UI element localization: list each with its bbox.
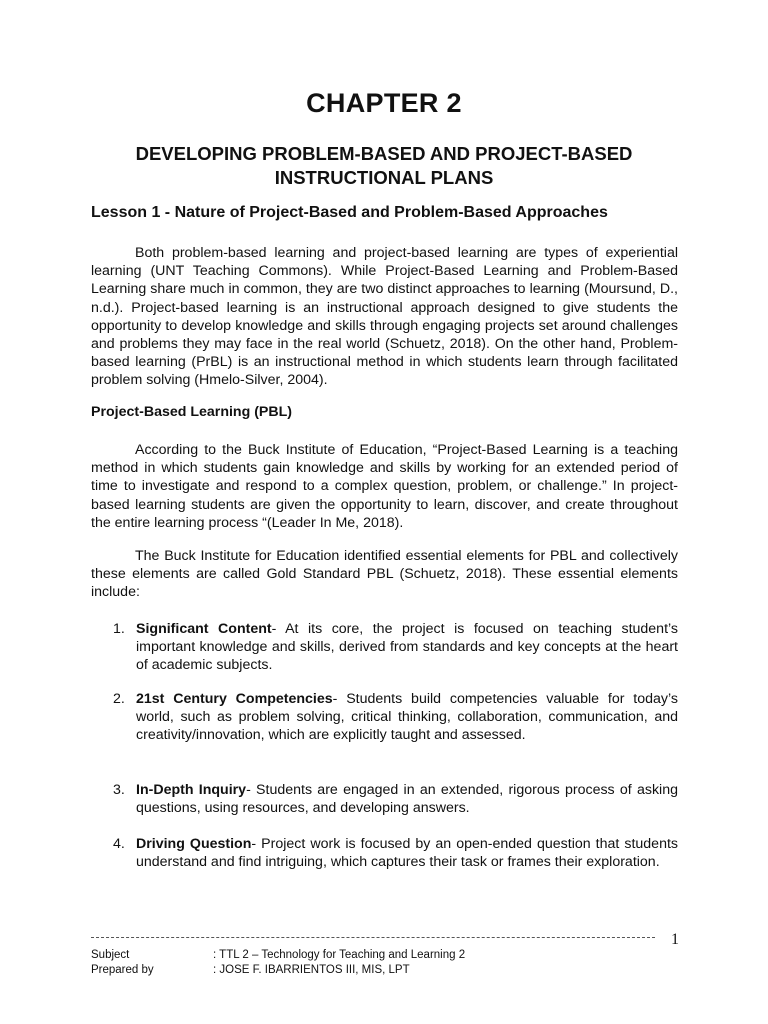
chapter-title-line-1: DEVELOPING PROBLEM-BASED AND PROJECT-BASED: [135, 143, 633, 164]
footer-subject-label: Subject: [91, 949, 130, 961]
list-term: Significant Content: [136, 621, 272, 637]
pbl-heading: Project-Based Learning (PBL): [91, 404, 293, 420]
page-number: 1: [671, 931, 679, 948]
gold-standard-text: The Buck Institute for Education identified essential elements for PBL and collectively these elements are called Gold Standard PBL (Schuetz, 2018). These essential elements include:: [91, 548, 678, 601]
gold-standard-paragraph: [91, 547, 678, 602]
footer-prepared-value: : JOSE F. IBARRIENTOS III, MIS, LPT: [213, 964, 410, 976]
list-text: - At its core, the project is focused on teaching student’s important knowledge and skills, derived from standards and key concepts at the heart of academic subjects.: [136, 621, 679, 674]
list-number: 2.: [113, 691, 125, 707]
list-number: 1.: [113, 621, 125, 637]
list-number: 3.: [113, 782, 125, 798]
footer-prepared: [91, 964, 410, 976]
chapter-title: [60, 142, 708, 190]
pbl-text: According to the Buck Institute of Education, “Project-Based Learning is a teaching method in which students gain knowledge and skills by working for an extended period of time to investigate and respond to a complex question, problem, or challenge.” In project-based learning students are given the opportunity to learn, discover, and create throughout the entire learning process “(Leader In Me, 2018).: [91, 442, 678, 531]
chapter-heading: CHAPTER 2: [306, 88, 462, 118]
list-term: Driving Question: [136, 836, 252, 852]
list-item: [113, 835, 679, 871]
list-item: [113, 620, 679, 675]
chapter-title-line-2: INSTRUCTIONAL PLANS: [274, 167, 494, 188]
list-text: - Project work is focused by an open-ended question that students understand and find intriguing, which captures their task or frames their exploration.: [136, 836, 679, 871]
list-text: - Students are engaged in an extended, rigorous process of asking questions, using resources, and developing answers.: [136, 782, 678, 817]
footer-subject: [91, 949, 465, 961]
list-term: 21st Century Competencies: [136, 691, 333, 707]
list-number: 4.: [113, 836, 125, 852]
list-item: [113, 690, 678, 745]
list-term: In-Depth Inquiry: [136, 782, 247, 798]
footer-divider: [91, 937, 655, 938]
list-text: - Students build competencies valuable for today’s world, such as problem solving, critical thinking, collaboration, communication, and creativity/innovation, which are explicitly taught and assessed.: [136, 691, 678, 744]
list-item: [113, 781, 678, 817]
lesson-heading: Lesson 1 - Nature of Project-Based and Problem-Based Approaches: [91, 204, 608, 221]
intro-paragraph: [91, 244, 678, 390]
pbl-paragraph: [91, 441, 678, 532]
intro-text: Both problem-based learning and project-based learning are types of experiential learning (UNT Teaching Commons). While Project-Based Learning and Problem-Based Learning share much in common, they are two distinct approaches to learning (Moursund, D., n.d.). Project-based learning is an instructional approach designed to give students the opportunity to develop knowledge and skills through engaging projects set around challenges and problems they may face in the real world (Schuetz, 2018). On the other hand, Problem-based learning (PrBL) is an instructional method in which students learn through facilitated problem solving (Hmelo-Silver, 2004).: [91, 245, 678, 389]
footer-prepared-label: Prepared by: [91, 964, 154, 976]
footer-subject-value: : TTL 2 – Technology for Teaching and Learning 2: [213, 949, 466, 961]
